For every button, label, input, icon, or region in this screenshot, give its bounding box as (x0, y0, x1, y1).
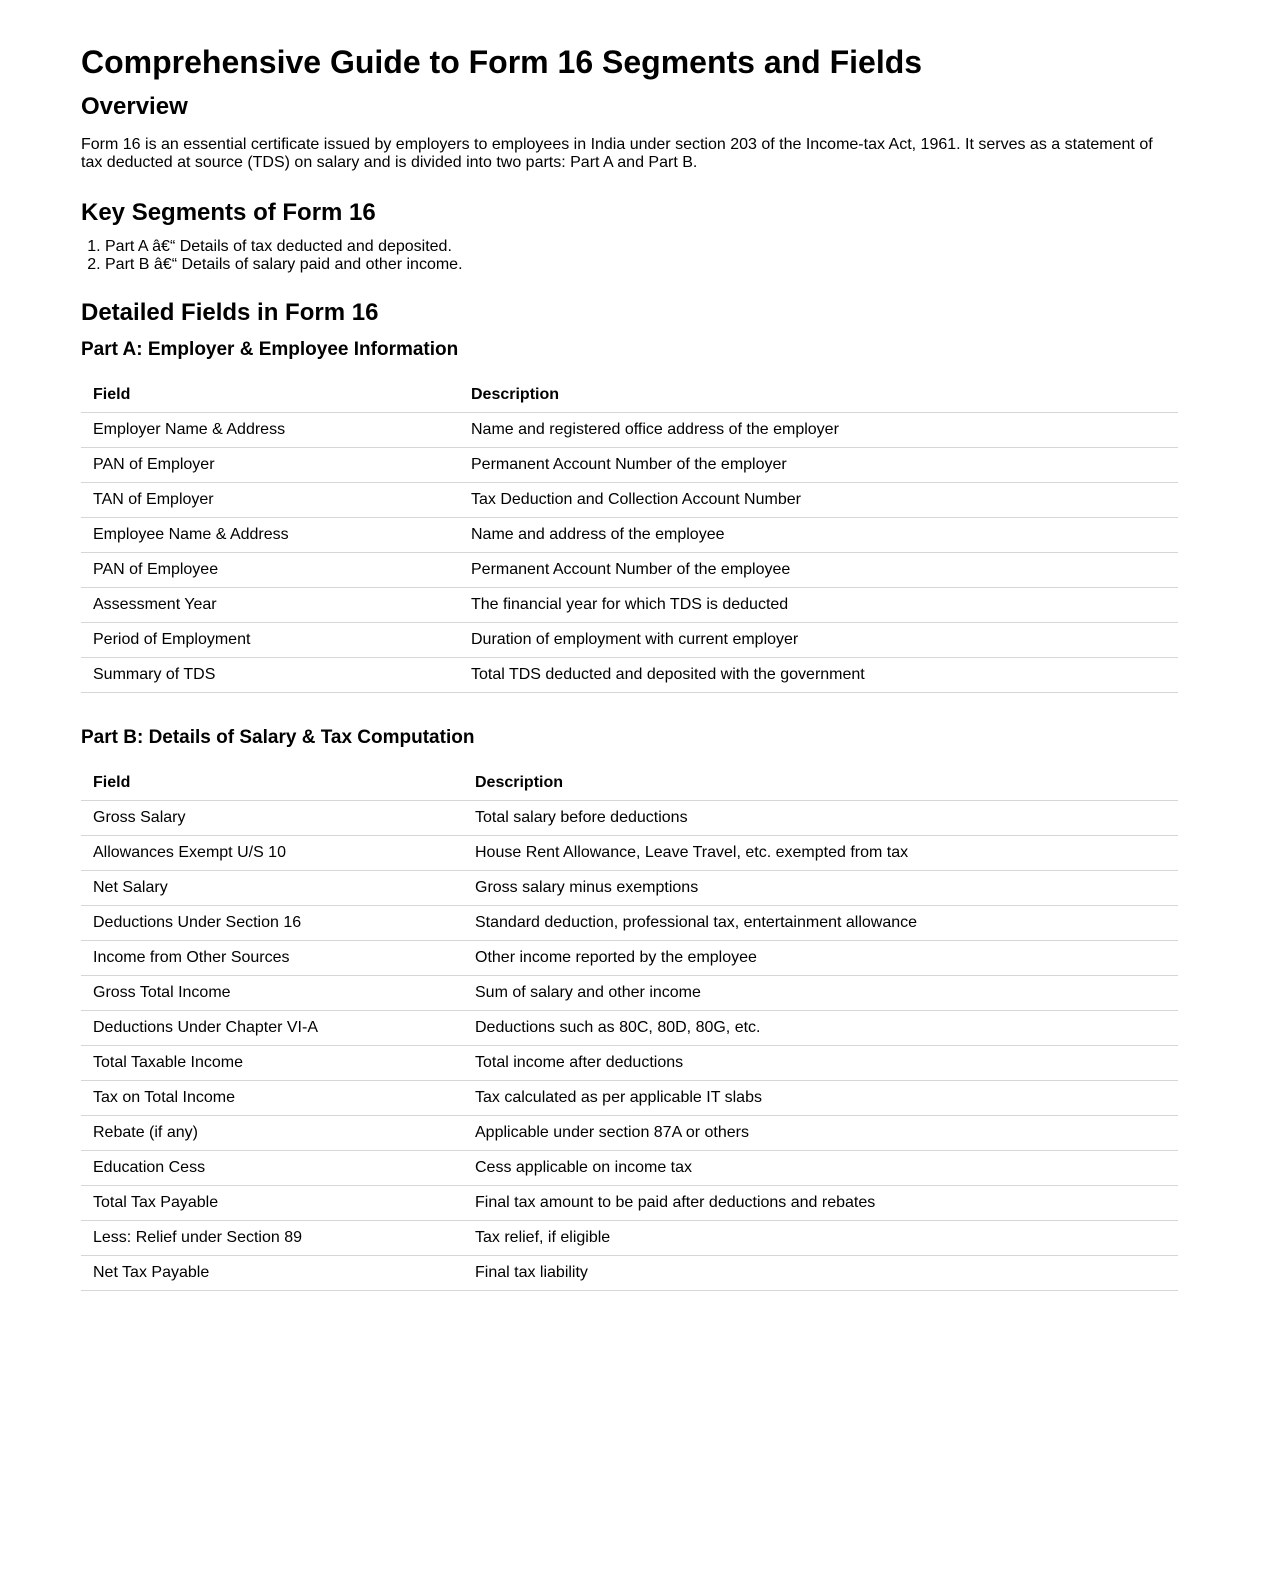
table-row (81, 658, 1178, 693)
table-row (81, 801, 1178, 836)
field-cell: Income from Other Sources (81, 941, 463, 976)
part-a-heading: Part A: Employer & Employee Information (81, 339, 459, 360)
table-header-row (81, 378, 1178, 413)
table-row (81, 623, 1178, 658)
description-cell: Final tax liability (463, 1256, 1178, 1291)
description-cell: Permanent Account Number of the employer (459, 448, 1178, 483)
table-row (81, 518, 1178, 553)
description-cell: Total income after deductions (463, 1046, 1178, 1081)
table-row (81, 1011, 1178, 1046)
document-page (81, 0, 1178, 1291)
description-cell: Standard deduction, professional tax, entertainment allowance (463, 906, 1178, 941)
column-header-description: Description (463, 766, 1178, 801)
table-row (81, 553, 1178, 588)
field-cell: Gross Total Income (81, 976, 463, 1011)
table-row (81, 588, 1178, 623)
field-cell: Assessment Year (81, 588, 459, 623)
description-cell: Permanent Account Number of the employee (459, 553, 1178, 588)
table-row (81, 871, 1178, 906)
description-cell: Applicable under section 87A or others (463, 1116, 1178, 1151)
column-header-field: Field (81, 766, 463, 801)
field-cell: Less: Relief under Section 89 (81, 1221, 463, 1256)
key-segments-heading: Key Segments of Form 16 (81, 199, 376, 226)
field-cell: Net Salary (81, 871, 463, 906)
table-row (81, 1081, 1178, 1116)
field-cell: TAN of Employer (81, 483, 459, 518)
field-cell: Total Taxable Income (81, 1046, 463, 1081)
table-row (81, 1151, 1178, 1186)
description-cell: Other income reported by the employee (463, 941, 1178, 976)
table-row (81, 836, 1178, 871)
description-cell: Sum of salary and other income (463, 976, 1178, 1011)
table-row (81, 906, 1178, 941)
description-cell: Tax calculated as per applicable IT slabs (463, 1081, 1178, 1116)
description-cell: Total salary before deductions (463, 801, 1178, 836)
field-cell: Gross Salary (81, 801, 463, 836)
field-cell: Deductions Under Section 16 (81, 906, 463, 941)
description-cell: Tax relief, if eligible (463, 1221, 1178, 1256)
field-cell: Education Cess (81, 1151, 463, 1186)
description-cell: Final tax amount to be paid after deductions and rebates (463, 1186, 1178, 1221)
table-row (81, 941, 1178, 976)
field-cell: Allowances Exempt U/S 10 (81, 836, 463, 871)
table-row (81, 1256, 1178, 1291)
field-cell: Net Tax Payable (81, 1256, 463, 1291)
description-cell: Name and address of the employee (459, 518, 1178, 553)
detailed-fields-heading: Detailed Fields in Form 16 (81, 299, 379, 326)
table-row (81, 448, 1178, 483)
list-item: 1. Part A â€“ Details of tax deducted and deposited. (105, 238, 1178, 256)
field-cell: Deductions Under Chapter VI-A (81, 1011, 463, 1046)
field-cell: PAN of Employee (81, 553, 459, 588)
field-cell: Rebate (if any) (81, 1116, 463, 1151)
column-header-field: Field (81, 378, 459, 413)
overview-paragraph: Form 16 is an essential certificate issued by employers to employees in India under section 203 of the Income-tax Act, 1961. It serves as a statement of tax deducted at source (TDS) on salary and is divided into two parts: Part A and Part B. (81, 136, 1153, 171)
description-cell: Deductions such as 80C, 80D, 80G, etc. (463, 1011, 1178, 1046)
description-cell: House Rent Allowance, Leave Travel, etc. exempted from tax (463, 836, 1178, 871)
table-row (81, 413, 1178, 448)
table-row (81, 483, 1178, 518)
field-cell: Employee Name & Address (81, 518, 459, 553)
page-title: Comprehensive Guide to Form 16 Segments and Fields (81, 44, 923, 80)
description-cell: Gross salary minus exemptions (463, 871, 1178, 906)
table-row (81, 1221, 1178, 1256)
list-item: 2. Part B â€“ Details of salary paid and other income. (105, 256, 1178, 274)
field-cell: Employer Name & Address (81, 413, 459, 448)
table-row (81, 1186, 1178, 1221)
part-b-heading: Part B: Details of Salary & Tax Computation (81, 727, 475, 748)
part-a-table (81, 378, 1178, 693)
overview-heading: Overview (81, 93, 188, 120)
description-cell: Name and registered office address of the employer (459, 413, 1178, 448)
table-row (81, 1046, 1178, 1081)
column-header-description: Description (459, 378, 1178, 413)
table-header-row (81, 766, 1178, 801)
description-cell: Tax Deduction and Collection Account Number (459, 483, 1178, 518)
field-cell: Tax on Total Income (81, 1081, 463, 1116)
table-row (81, 976, 1178, 1011)
key-segments-list (81, 238, 1178, 274)
description-cell: Total TDS deducted and deposited with the government (459, 658, 1178, 693)
description-cell: Duration of employment with current employer (459, 623, 1178, 658)
field-cell: Period of Employment (81, 623, 459, 658)
part-b-table (81, 766, 1178, 1291)
description-cell: Cess applicable on income tax (463, 1151, 1178, 1186)
description-cell: The financial year for which TDS is deducted (459, 588, 1178, 623)
table-row (81, 1116, 1178, 1151)
field-cell: Summary of TDS (81, 658, 459, 693)
field-cell: Total Tax Payable (81, 1186, 463, 1221)
field-cell: PAN of Employer (81, 448, 459, 483)
